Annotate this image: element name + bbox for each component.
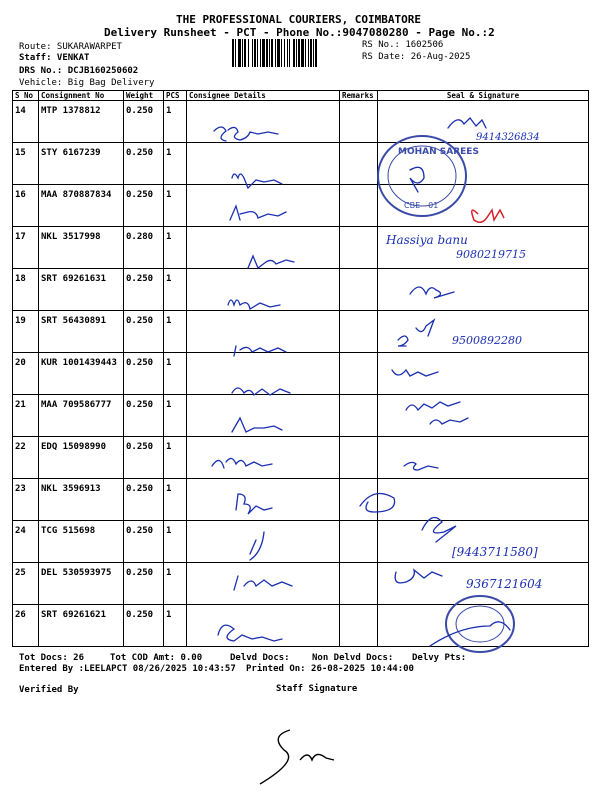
receiver-signature xyxy=(392,370,438,376)
consignment-cell: EDQ 15098990 xyxy=(39,437,124,479)
pcs-cell: 1 xyxy=(164,143,187,185)
col-pcs: PCS xyxy=(164,91,187,101)
delivery-points: Delvy Pts: xyxy=(412,653,467,663)
weight-cell: 0.250 xyxy=(124,269,164,311)
weight-cell: 0.250 xyxy=(124,353,164,395)
sno-cell: 21 xyxy=(13,395,39,437)
pcs-cell: 1 xyxy=(164,437,187,479)
sno-cell: 15 xyxy=(13,143,39,185)
sno-cell: 24 xyxy=(13,521,39,563)
consignee-signature xyxy=(234,346,286,356)
consignment-cell: SRT 69261621 xyxy=(39,605,124,647)
col-seal-signature: Seal & Signature xyxy=(378,91,589,101)
consignee-signature xyxy=(232,388,290,395)
weight-cell: 0.250 xyxy=(124,521,164,563)
weight-cell: 0.250 xyxy=(124,605,164,647)
pcs-cell: 1 xyxy=(164,311,187,353)
consignee-signature xyxy=(212,458,272,468)
total-cod: Tot COD Amt: 0.00 xyxy=(110,653,203,663)
vehicle-label: Vehicle: Big Bag Delivery xyxy=(19,78,155,88)
staff-signature-label: Staff Signature xyxy=(276,684,358,694)
sno-cell: 20 xyxy=(13,353,39,395)
weight-cell: 0.250 xyxy=(124,563,164,605)
weight-cell: 0.250 xyxy=(124,479,164,521)
round-seal xyxy=(430,596,514,652)
phone-handwritten: 9414326834 xyxy=(476,132,540,143)
sno-cell: 16 xyxy=(13,185,39,227)
receiver-signature xyxy=(395,570,442,583)
weight-cell: 0.250 xyxy=(124,395,164,437)
consignee-signature xyxy=(218,625,282,641)
sno-cell: 25 xyxy=(13,563,39,605)
mohan-sarees-stamp xyxy=(378,136,479,216)
entered-by: Entered By :LEELAPCT 08/26/2025 10:43:57 xyxy=(19,664,236,674)
weight-cell: 0.250 xyxy=(124,437,164,479)
weight-cell: 0.250 xyxy=(124,185,164,227)
pcs-cell: 1 xyxy=(164,479,187,521)
col-consignee: Consignee Details xyxy=(187,91,340,101)
consignee-signature xyxy=(230,206,286,220)
receiver-signature xyxy=(422,518,456,543)
svg-text:MOHAN SAREES: MOHAN SAREES xyxy=(398,147,479,157)
rs-date: RS Date: 26-Aug-2025 xyxy=(362,52,471,62)
col-sno: S No xyxy=(13,91,39,101)
consignment-cell: MTP 1378812 xyxy=(39,101,124,143)
consignment-cell: TCG 515698 xyxy=(39,521,124,563)
consignment-cell: SRT 69261631 xyxy=(39,269,124,311)
weight-cell: 0.280 xyxy=(124,227,164,269)
consignment-cell: SRT 56430891 xyxy=(39,311,124,353)
receiver-signature xyxy=(448,118,486,128)
non-delivered-docs: Non Delvd Docs: xyxy=(312,653,394,663)
pcs-cell: 1 xyxy=(164,185,187,227)
verified-by: Verified By xyxy=(19,685,79,695)
pcs-cell: 1 xyxy=(164,353,187,395)
consignment-cell: NKL 3596913 xyxy=(39,479,124,521)
weight-cell: 0.250 xyxy=(124,143,164,185)
receiver-phone-handwritten: 9500892280 xyxy=(452,334,522,347)
pcs-cell: 1 xyxy=(164,227,187,269)
consignee-signature xyxy=(214,127,278,141)
receiver-signature xyxy=(404,462,438,470)
sno-cell: 18 xyxy=(13,269,39,311)
sno-cell: 19 xyxy=(13,311,39,353)
consignee-signature xyxy=(228,300,280,309)
receiver-signature xyxy=(398,320,434,346)
sno-cell: 14 xyxy=(13,101,39,143)
consignment-cell: STY 6167239 xyxy=(39,143,124,185)
receiver-signature xyxy=(360,494,395,513)
sno-cell: 23 xyxy=(13,479,39,521)
rs-number: RS No.: 1602506 xyxy=(362,40,444,50)
col-weight: Weight xyxy=(124,91,164,101)
pcs-cell: 1 xyxy=(164,563,187,605)
col-consignment: Consignment No xyxy=(39,91,124,101)
drs-number: DRS No.: DCJB160250602 xyxy=(19,66,139,76)
pcs-cell: 1 xyxy=(164,605,187,647)
consignee-signature xyxy=(250,532,264,560)
printed-on: Printed On: 26-08-2025 10:44:00 xyxy=(246,664,414,674)
consignment-cell: DEL 530593975 xyxy=(39,563,124,605)
pcs-cell: 1 xyxy=(164,521,187,563)
col-remarks: Remarks xyxy=(340,91,378,101)
receiver-phone-handwritten: 9080219715 xyxy=(456,248,526,261)
consignee-signature xyxy=(236,494,272,514)
delivered-docs: Delvd Docs: xyxy=(230,653,290,663)
receiver-signature xyxy=(410,287,454,298)
receiver-name-handwritten: Hassiya banu xyxy=(386,233,468,247)
svg-text:CBE - 01: CBE - 01 xyxy=(404,201,439,210)
consignment-cell: MAA 709586777 xyxy=(39,395,124,437)
sno-cell: 26 xyxy=(13,605,39,647)
consignment-cell: NKL 3517998 xyxy=(39,227,124,269)
runsheet-title: Delivery Runsheet - PCT - Phone No.:9047080280 - Page No.:2 xyxy=(104,26,495,39)
consignee-signature xyxy=(248,256,294,268)
consignee-signature xyxy=(234,576,292,590)
consignee-signature xyxy=(232,174,282,188)
pcs-cell: 1 xyxy=(164,395,187,437)
receiver-phone-handwritten: [9443711580] xyxy=(452,545,538,559)
route-label: Route: SUKARAWARPET xyxy=(19,42,122,52)
weight-cell: 0.250 xyxy=(124,311,164,353)
red-initials xyxy=(472,210,504,222)
total-docs: Tot Docs: 26 xyxy=(19,653,85,663)
receiver-signature xyxy=(406,402,468,424)
pcs-cell: 1 xyxy=(164,269,187,311)
staff-label: Staff: VENKAT xyxy=(19,53,90,63)
sno-cell: 17 xyxy=(13,227,39,269)
company-name: THE PROFESSIONAL COURIERS, COIMBATORE xyxy=(176,13,422,26)
consignment-cell: KUR 1001439443 xyxy=(39,353,124,395)
staff-signature-mark xyxy=(260,730,334,784)
receiver-phone-handwritten: 9367121604 xyxy=(466,577,543,591)
consignment-cell: MAA 870887834 xyxy=(39,185,124,227)
pcs-cell: 1 xyxy=(164,101,187,143)
consignee-signature xyxy=(232,418,282,432)
weight-cell: 0.250 xyxy=(124,101,164,143)
sno-cell: 22 xyxy=(13,437,39,479)
